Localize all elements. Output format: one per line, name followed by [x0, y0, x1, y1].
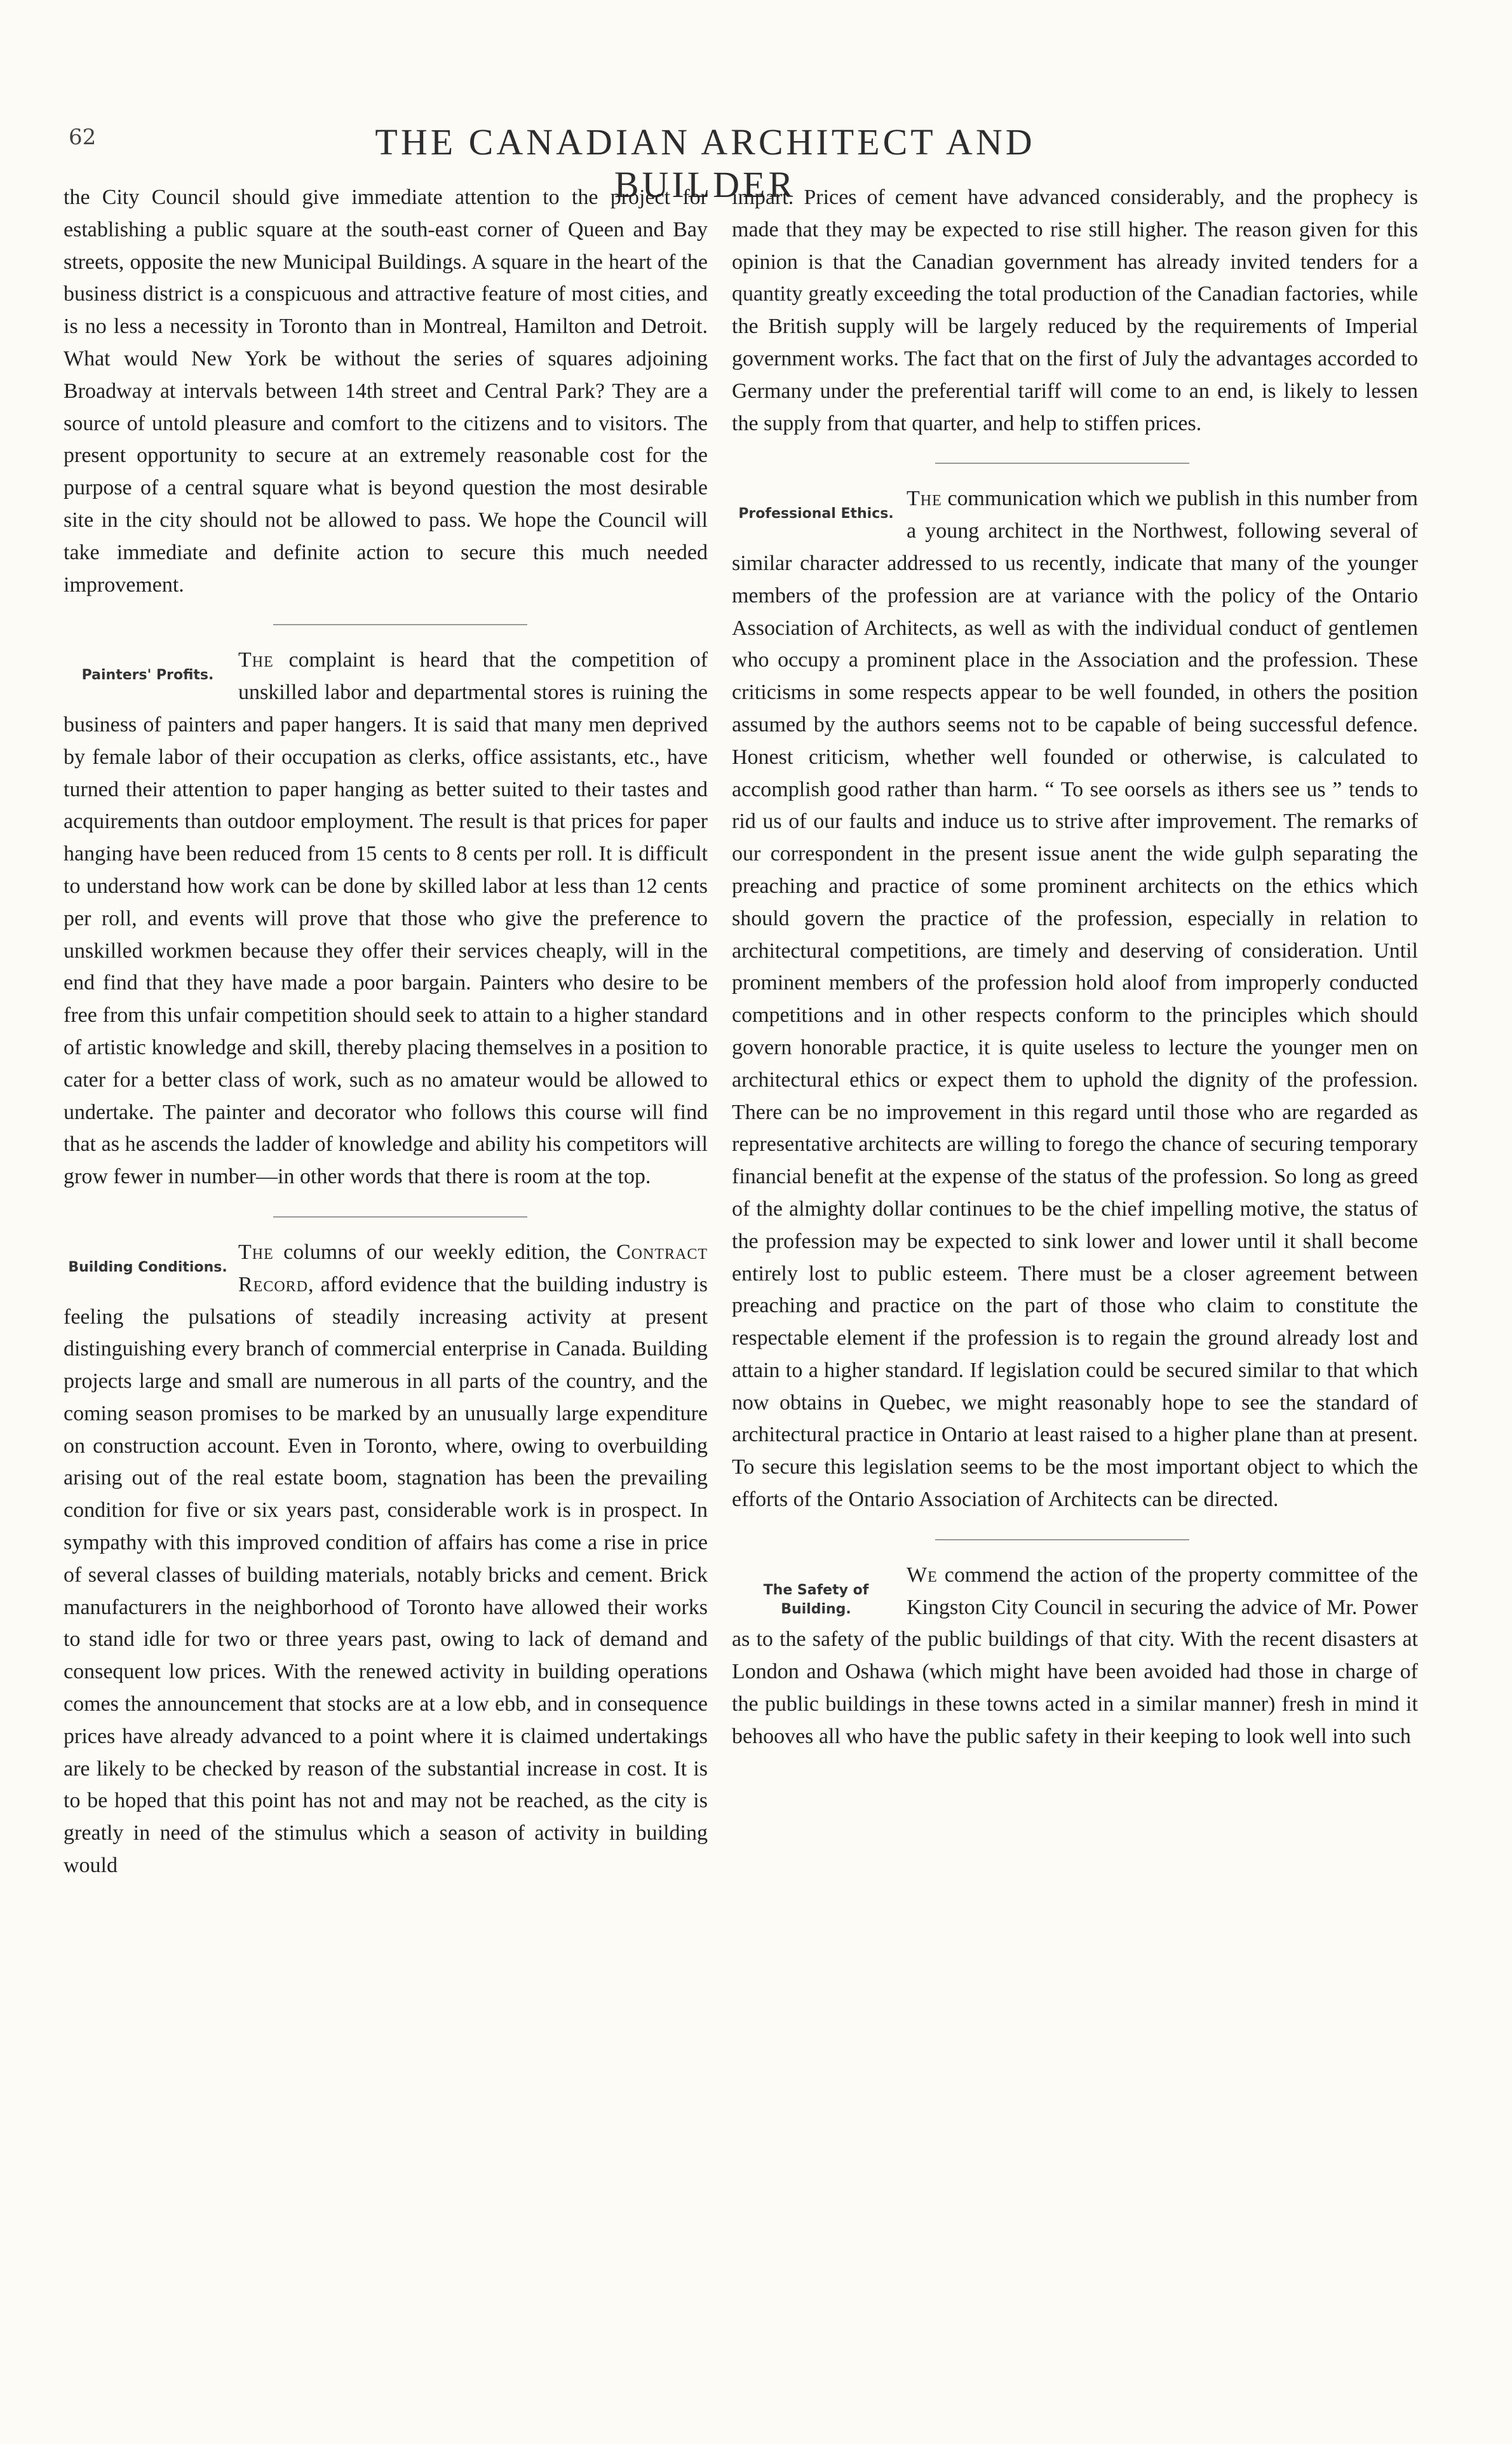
journal-title: THE CANADIAN ARCHITECT AND BUILDER	[375, 121, 1036, 205]
section-divider	[273, 624, 527, 625]
page-number: 62	[69, 125, 97, 150]
side-label-safety-of-building: The Safety of Building.	[763, 1582, 869, 1617]
building-conditions-text-b: , afford evidence that the building industry is feeling the pulsations of steadily increasing activity at present distinguishing every branch of commercial enterprise in Canada. Building projects large and small are numerous in all parts of the country, and the coming season promises to be marked by an unusually large expenditure on construction account. Even in Toronto, where, owing to overbuilding arising out of the real estate boom, stagnation has been the prevailing condition for five or six years past, considerable work is in prospect. In sympathy with this improved condition of affairs has come a rise in price of several classes of building materials, notably bricks and cement. Brick manufacturers in the neighborhood of Toronto have allowed their works to stand idle for two or three years past, owing to lack of demand and consequent low prices. With the renewed activity in building operations comes the announcement that stocks are at a low ebb, and in consequence prices have already advanced to a point where it is claimed undertakings are likely to be checked by reason of the substantial increase in cost. It is to be hoped that this point has not and may not be reached, as the city is greatly in need of the stimulus which a season of activity in building would	[64, 1272, 708, 1878]
section-divider	[935, 463, 1189, 464]
professional-ethics-text: communication which we publish in this number from a young architect in the Northwest, following several of similar character addressed to us recently, indicate that many of the younger members of the profession are at variance with the policy of the Ontario Association of Architects, as well as with the individual conduct of gentlemen who occupy a prominent place in the Association and the profession. These criticisms in some respects appear to be well founded, in others the position assumed by the authors seems not to be capable of being successful defence. Honest criticism, whether well founded or otherwise, is calculated to accomplish good rather than harm. “ To see oorsels as ithers see us ” tends to rid us of our faults and induce us to strive after improvement. The remarks of our correspondent in the present issue anent the wide gulph separating the preaching and practice of some prominent architects on the ethics which should govern the practice of the profession, especially in relation to architectural competitions, are timely and deserving of consideration. Until prominent members of the profession hold aloof from improperly conducted competitions and in other respects conform to the principles which should govern honorable practice, it is quite useless to lecture the younger men on architectural ethics or expect them to uphold the dignity of the profession. There can be no improvement in this regard until those who are regarded as representative architects are willing to forego the chance of securing temporary financial benefit at the expense of the status of the profession. So long as greed of the almighty dollar continues to be the chief impelling motive, the status of the profession may be expected to sink lower and lower until it shall become entirely lost to public esteem. There must be a closer agreement between preaching and practice on the part of those who claim to constitute the respectable element if the profession is to regain the ground already lost and attain to a higher standard. If legislation could be secured similar to that which now obtains in Quebec, we might reasonably hope to see the standard of architectural practice in Ontario at least raised to a higher plane than at present. To secure this legislation seems to be the most important object to which the efforts of the Ontario Association of Architects can be directed.	[732, 487, 1418, 1512]
painters-profits-body	[64, 644, 708, 1193]
safety-of-building-text: commend the action of the property committee of the Kingston City Council in securing the advice of Mr. Power as to the safety of the public buildings of that city. With the recent disasters at London and Oshawa (which might have been avoided had those in charge of the public buildings in these towns acted in a similar manner) fresh in mind it behooves all who have the public safety in their keeping to look well into such	[732, 1563, 1418, 1748]
page-header	[0, 0, 1512, 205]
article-building-conditions	[64, 1237, 708, 1882]
left-column	[64, 182, 708, 1882]
article-painters-profits	[64, 644, 708, 1193]
contract-record-name: Contract Record	[238, 1240, 708, 1296]
section-divider	[935, 1539, 1189, 1540]
article-professional-ethics	[732, 483, 1418, 1516]
public-square-paragraph: the City Council should give immediate attention to the project for establishing a public square at the south-east corner of Queen and Bay streets, opposite the new Municipal Buildings. A square in the heart of the business district is a conspicuous and attractive feature of most cities, and is no less a necessity in Toronto than in Montreal, Hamilton and Detroit. What would New York be without the series of squares adjoining Broadway at intervals between 14th street and Central Park? They are a source of untold pleasure and comfort to the citizens and to visitors. The present opportunity to secure at an extremely reasonable cost for the purpose of a central square what is beyond question the most desirable site in the city should not be allowed to pass. We hope the Council will take immediate and definite action to secure this much needed improvement.	[64, 186, 708, 597]
building-conditions-text-a: columns of our weekly edition, the	[283, 1240, 607, 1264]
professional-ethics-body	[732, 483, 1418, 1516]
section-divider	[273, 1216, 527, 1218]
article-safety-of-building	[732, 1559, 1418, 1753]
right-column	[732, 182, 1418, 1753]
cement-prices-paragraph: impart. Prices of cement have advanced considerably, and the prophecy is made that they may be expected to rise still higher. The reason given for this opinion is that the Canadian government has already invited tenders for a quantity greatly exceeding the total production of the Canadian factories, while the British supply will be largely reduced by the requirements of Imperial government works. The fact that on the first of July the advantages accorded to Germany under the preferential tariff will come to an end, is likely to lessen the supply from that quarter, and help to stiffen prices.	[732, 186, 1418, 435]
article-lead-word: The	[238, 648, 274, 672]
side-label-painters-profits: Painters' Profits.	[81, 667, 214, 684]
article-lead-word: The	[238, 1240, 274, 1264]
article-lead-word: We	[907, 1563, 938, 1587]
building-conditions-body	[64, 1237, 708, 1882]
painters-profits-text: complaint is heard that the competition of unskilled labor and departmental stores is ruining the business of painters and paper hangers. It is said that many men deprived by female labor of their occupation as clerks, office assistants, etc., have turned their attention to paper hanging as better suited to their tastes and acquirements than outdoor employment. The result is that prices for paper hanging have been reduced from 15 cents to 8 cents per roll. It is difficult to understand how work can be done by skilled labor at less than 12 cents per roll, and events will prove that those who give the preference to unskilled workmen because they offer their services cheaply, will in the end find that they have made a poor bargain. Painters who desire to be free from this unfair competition should seek to attain to a higher standard of artistic knowledge and skill, thereby placing themselves in a position to cater for a better class of work, such as no amateur would be allowed to undertake. The painter and decorator who follows this course will find that as he ascends the ladder of knowledge and ability his competitors will grow fewer in number—in other words that there is room at the top.	[64, 648, 708, 1189]
side-label-building-conditions: Building Conditions.	[68, 1259, 227, 1275]
side-label-professional-ethics: Professional Ethics.	[738, 506, 894, 522]
article-lead-word: The	[907, 487, 942, 511]
